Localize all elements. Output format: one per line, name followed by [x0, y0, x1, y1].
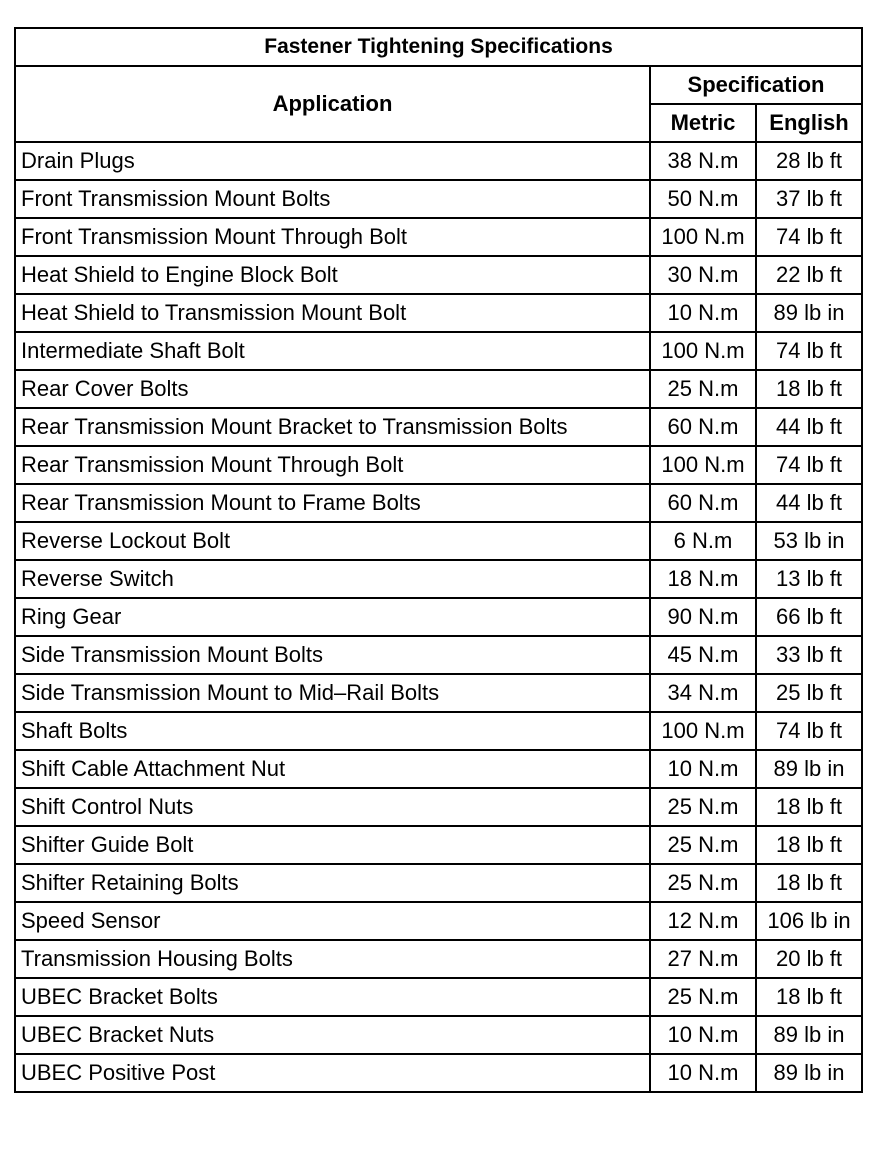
application-cell: Reverse Switch: [15, 560, 650, 598]
metric-cell: 10 N.m: [650, 1054, 756, 1092]
english-cell: 18 lb ft: [756, 864, 862, 902]
table-row: [15, 788, 862, 826]
application-cell: Front Transmission Mount Bolts: [15, 180, 650, 218]
metric-cell: 10 N.m: [650, 1016, 756, 1054]
english-cell: 74 lb ft: [756, 446, 862, 484]
metric-cell: 25 N.m: [650, 370, 756, 408]
table-row: [15, 902, 862, 940]
title-row: [15, 28, 862, 66]
metric-cell: 60 N.m: [650, 484, 756, 522]
application-cell: Shaft Bolts: [15, 712, 650, 750]
application-cell: Reverse Lockout Bolt: [15, 522, 650, 560]
table-body: [15, 142, 862, 1092]
table-row: [15, 180, 862, 218]
english-cell: 44 lb ft: [756, 484, 862, 522]
metric-cell: 12 N.m: [650, 902, 756, 940]
metric-cell: 30 N.m: [650, 256, 756, 294]
table-row: [15, 332, 862, 370]
application-cell: Rear Transmission Mount Bracket to Transmission Bolts: [15, 408, 650, 446]
table-row: [15, 484, 862, 522]
application-cell: Shifter Guide Bolt: [15, 826, 650, 864]
table-row: [15, 1054, 862, 1092]
english-cell: 74 lb ft: [756, 218, 862, 256]
metric-cell: 27 N.m: [650, 940, 756, 978]
application-cell: UBEC Bracket Nuts: [15, 1016, 650, 1054]
application-cell: Intermediate Shaft Bolt: [15, 332, 650, 370]
metric-cell: 18 N.m: [650, 560, 756, 598]
application-cell: Shift Cable Attachment Nut: [15, 750, 650, 788]
metric-cell: 38 N.m: [650, 142, 756, 180]
table-title: Fastener Tightening Specifications: [15, 28, 862, 66]
english-cell: 106 lb in: [756, 902, 862, 940]
table-row: [15, 256, 862, 294]
metric-cell: 100 N.m: [650, 446, 756, 484]
table-row: [15, 446, 862, 484]
metric-cell: 10 N.m: [650, 294, 756, 332]
metric-cell: 45 N.m: [650, 636, 756, 674]
table-row: [15, 750, 862, 788]
english-cell: 18 lb ft: [756, 370, 862, 408]
application-cell: Speed Sensor: [15, 902, 650, 940]
header-row-1: [15, 66, 862, 104]
table-row: [15, 408, 862, 446]
english-cell: 13 lb ft: [756, 560, 862, 598]
english-cell: 89 lb in: [756, 750, 862, 788]
table-row: [15, 294, 862, 332]
table-row: [15, 636, 862, 674]
application-header: Application: [15, 66, 650, 142]
metric-cell: 50 N.m: [650, 180, 756, 218]
application-cell: Rear Transmission Mount Through Bolt: [15, 446, 650, 484]
table-row: [15, 940, 862, 978]
metric-cell: 60 N.m: [650, 408, 756, 446]
table-row: [15, 142, 862, 180]
english-cell: 89 lb in: [756, 1054, 862, 1092]
table-row: [15, 560, 862, 598]
english-cell: 18 lb ft: [756, 978, 862, 1016]
metric-cell: 25 N.m: [650, 788, 756, 826]
metric-cell: 25 N.m: [650, 978, 756, 1016]
table-row: [15, 1016, 862, 1054]
table-row: [15, 218, 862, 256]
fastener-spec-table: [14, 27, 863, 1093]
application-cell: UBEC Positive Post: [15, 1054, 650, 1092]
english-cell: 74 lb ft: [756, 712, 862, 750]
application-cell: UBEC Bracket Bolts: [15, 978, 650, 1016]
metric-cell: 6 N.m: [650, 522, 756, 560]
english-cell: 18 lb ft: [756, 826, 862, 864]
table-row: [15, 370, 862, 408]
metric-cell: 25 N.m: [650, 864, 756, 902]
metric-cell: 100 N.m: [650, 332, 756, 370]
english-cell: 89 lb in: [756, 294, 862, 332]
table-row: [15, 598, 862, 636]
table-row: [15, 712, 862, 750]
table-row: [15, 674, 862, 712]
application-cell: Front Transmission Mount Through Bolt: [15, 218, 650, 256]
english-cell: 28 lb ft: [756, 142, 862, 180]
table-row: [15, 522, 862, 560]
english-cell: 37 lb ft: [756, 180, 862, 218]
metric-cell: 34 N.m: [650, 674, 756, 712]
english-cell: 18 lb ft: [756, 788, 862, 826]
application-cell: Shifter Retaining Bolts: [15, 864, 650, 902]
table-row: [15, 864, 862, 902]
application-cell: Heat Shield to Engine Block Bolt: [15, 256, 650, 294]
application-cell: Rear Transmission Mount to Frame Bolts: [15, 484, 650, 522]
application-cell: Rear Cover Bolts: [15, 370, 650, 408]
english-cell: 22 lb ft: [756, 256, 862, 294]
english-header: English: [756, 104, 862, 142]
english-cell: 25 lb ft: [756, 674, 862, 712]
english-cell: 66 lb ft: [756, 598, 862, 636]
english-cell: 89 lb in: [756, 1016, 862, 1054]
application-cell: Side Transmission Mount to Mid–Rail Bolts: [15, 674, 650, 712]
table-row: [15, 978, 862, 1016]
application-cell: Drain Plugs: [15, 142, 650, 180]
application-cell: Side Transmission Mount Bolts: [15, 636, 650, 674]
specification-header: Specification: [650, 66, 862, 104]
metric-cell: 25 N.m: [650, 826, 756, 864]
table-row: [15, 826, 862, 864]
metric-cell: 100 N.m: [650, 712, 756, 750]
application-cell: Heat Shield to Transmission Mount Bolt: [15, 294, 650, 332]
metric-cell: 100 N.m: [650, 218, 756, 256]
english-cell: 20 lb ft: [756, 940, 862, 978]
english-cell: 53 lb in: [756, 522, 862, 560]
metric-cell: 90 N.m: [650, 598, 756, 636]
english-cell: 33 lb ft: [756, 636, 862, 674]
english-cell: 74 lb ft: [756, 332, 862, 370]
metric-cell: 10 N.m: [650, 750, 756, 788]
application-cell: Shift Control Nuts: [15, 788, 650, 826]
metric-header: Metric: [650, 104, 756, 142]
english-cell: 44 lb ft: [756, 408, 862, 446]
application-cell: Ring Gear: [15, 598, 650, 636]
application-cell: Transmission Housing Bolts: [15, 940, 650, 978]
